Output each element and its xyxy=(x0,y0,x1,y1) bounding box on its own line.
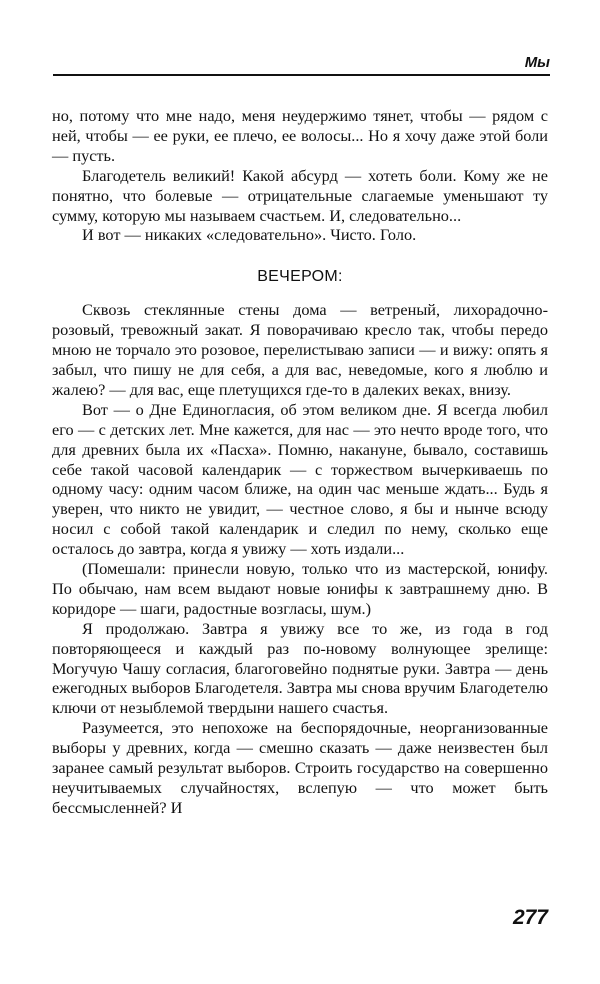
page-body xyxy=(52,106,548,818)
section-heading: ВЕЧЕРОМ: xyxy=(257,268,343,286)
paragraph: Сквозь стеклянные стены дома — ветреный, лихорадочно-розовый, тревожный закат. Я поворачиваю кресло так, чтобы передо мною не торчало это розовое, перелистываю записи — и вижу: опять я забыл, что пишу не для себя, а для вас, неведомые, кого я люблю и жалею? — для вас, еще плетущихся где-то в далеких веках, внизу. xyxy=(52,300,548,399)
running-header xyxy=(53,52,550,76)
paragraph: Разумеется, это непохоже на беспорядочные, неорганизованные выборы у древних, когда — смешно сказать — даже неизвестен был заранее самый результат выборов. Строить государство на совершенно неучитываемых случайностях, вслепую — что может быть бессмысленней? И xyxy=(52,718,548,817)
paragraph: Я продолжаю. Завтра я увижу все то же, из года в год повторяющееся и каждый раз по-новому волнующее зрелище: Могучую Чашу согласия, благоговейно поднятые руки. Завтра — день ежегодных выборов Благодетеля. Завтра мы снова вручим Благодетелю ключи от незыблемой твердыни нашего счастья. xyxy=(52,618,548,718)
paragraph: Вот — о Дне Единогласия, об этом великом дне. Я всегда любил его — с детских лет. Мне кажется, для нас — это нечто вроде того, что для древних была их «Пасха». Помню, накануне, бывало, составишь себе такой часовой календарик — с торжеством вычеркиваешь по одному часу: одним часом ближе, на один час меньше ждать... Будь я уверен, что никто не увидит, — честное слово, я бы и нынче всюду носил с собой такой календарик и следил по нему, сколько еще осталось до завтра, когда я увижу — хоть издали... xyxy=(52,399,548,559)
page-number: 277 xyxy=(512,906,548,929)
running-header-title: Мы xyxy=(524,54,550,71)
paragraph: (Помешали: принесли новую, только что из мастерской, юнифу. По обычаю, нам всем выдают новые юнифы к завтрашнему дню. В коридоре — шаги, радостные возгласы, шум.) xyxy=(52,559,548,618)
paragraph: Благодетель великий! Какой абсурд — хотеть боли. Кому же не понятно, что болевые — отрицательные слагаемые уменьшают ту сумму, которую мы называем счастьем. И, следовательно... xyxy=(52,165,548,225)
paragraph: И вот — никаких «следовательно». Чисто. Голо. xyxy=(82,225,417,245)
paragraph-continued: но, потому что мне надо, меня неудержимо тянет, чтобы — рядом с ней, чтобы — ее руки, ее плечо, ее волосы... Но я хочу даже этой боли — пусть. xyxy=(52,106,548,165)
